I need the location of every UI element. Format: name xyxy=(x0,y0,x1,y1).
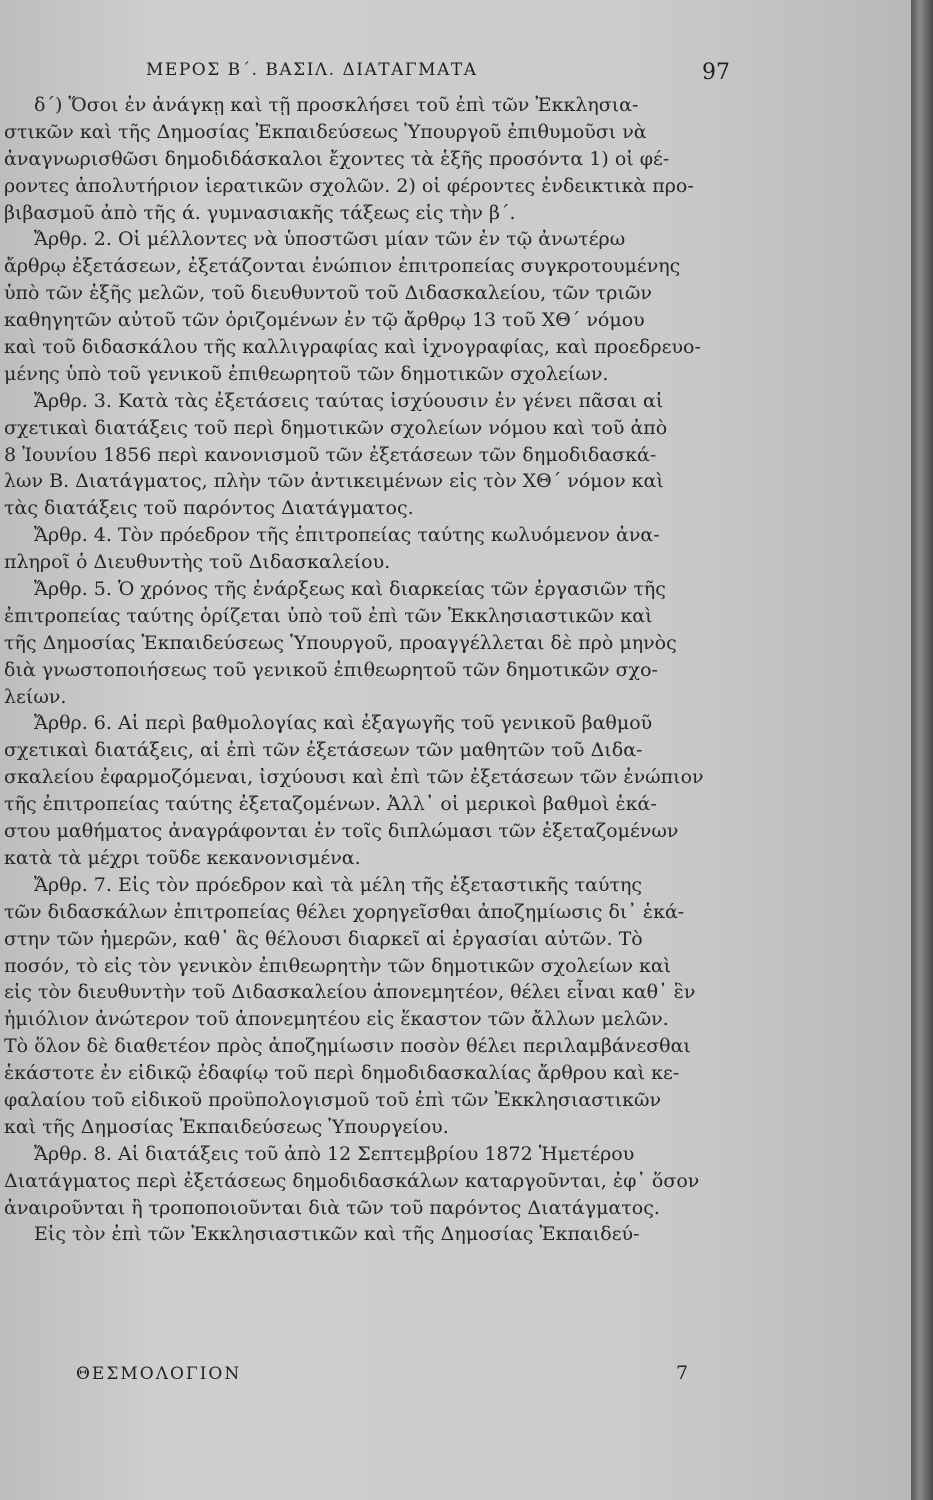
text-line: τῶν διδασκάλων ἐπιτροπείας θέλει χορηγεῖσθαι ἀποζημίωσις δι᾽ ἑκά- xyxy=(4,900,685,923)
text-line: τῆς ἐπιτροπείας ταύτης ἐξεταζομένων. Ἀλλ᾽ οἱ μερικοὶ βαθμοὶ ἑκά- xyxy=(4,793,657,816)
text-line: στικῶν καὶ τῆς Δημοσίας Ἐκπαιδεύσεως Ὑπουργοῦ ἐπιθυμοῦσι νὰ xyxy=(4,120,647,143)
text-line: καθηγητῶν αὐτοῦ τῶν ὁριζομένων ἐν τῷ ἄρθρῳ 13 τοῦ ΧΘ΄ νόμου xyxy=(4,309,645,332)
body-text xyxy=(4,92,740,1248)
text-line: λείων. xyxy=(4,685,67,708)
text-line: φαλαίου τοῦ εἰδικοῦ προϋπολογισμοῦ τοῦ ἐπὶ τῶν Ἐκκλησιαστικῶν xyxy=(4,1088,662,1111)
text-line: καὶ τῆς Δημοσίας Ἐκπαιδεύσεως Ὑπουργείου. xyxy=(4,1115,449,1138)
text-line: στην τῶν ἡμερῶν, καθ᾽ ἃς θέλουσι διαρκεῖ αἱ ἐργασίαι αὐτῶν. Τὸ xyxy=(4,927,643,950)
text-line: ἀναγνωρισθῶσι δημοδιδάσκαλοι ἔχοντες τὰ ἑξῆς προσόντα 1) οἱ φέ- xyxy=(4,147,670,170)
text-line: εἰς τὸν διευθυντὴν τοῦ Διδασκαλείου ἀπονεμητέον, θέλει εἶναι καθ᾽ ἓν xyxy=(4,981,696,1004)
text-line: Ἄρθρ. 5. Ὁ χρόνος τῆς ἐνάρξεως καὶ διαρκείας τῶν ἐργασιῶν τῆς xyxy=(34,578,666,601)
text-line: καὶ τοῦ διδασκάλου τῆς καλλιγραφίας καὶ ἰχνογραφίας, καὶ προεδρευο- xyxy=(4,336,701,359)
page-header xyxy=(0,60,912,90)
text-line: τὰς διατάξεις τοῦ παρόντος Διατάγματος. xyxy=(4,497,414,520)
text-line: δ΄) Ὅσοι ἐν ἀνάγκῃ καὶ τῇ προσκλήσει τοῦ ἐπὶ τῶν Ἐκκλησια- xyxy=(34,94,639,116)
text-line: ροντες ἀπολυτήριον ἱερατικῶν σχολῶν. 2) οἱ φέροντες ἐνδεικτικὰ προ- xyxy=(4,174,694,197)
page-edge xyxy=(911,0,933,1500)
text-line: 8 Ἰουνίου 1856 περὶ κανονισμοῦ τῶν ἐξετάσεων τῶν δημοδιδασκά- xyxy=(4,443,657,466)
text-line: βιβασμοῦ ἀπὸ τῆς ά. γυμνασιακῆς τάξεως εἰς τὴν β΄. xyxy=(4,201,516,224)
text-line: Ἄρθρ. 2. Οἱ μέλλοντες νὰ ὑποστῶσι μίαν τῶν ἐν τῷ ἀνωτέρω xyxy=(34,228,626,251)
text-line: στου μαθήματος ἀναγράφονται ἐν τοῖς διπλώμασι τῶν ἐξεταζομένων xyxy=(4,820,679,843)
text-line: ποσόν, τὸ εἰς τὸν γενικὸν ἐπιθεωρητὴν τῶν δημοτικῶν σχολείων καὶ xyxy=(4,954,672,977)
text-line: σχετικαὶ διατάξεις, αἱ ἐπὶ τῶν ἐξετάσεων τῶν μαθητῶν τοῦ Διδα- xyxy=(4,739,643,762)
text-line: Ἄρθρ. 7. Εἰς τὸν πρόεδρον καὶ τὰ μέλη τῆς ἐξεταστικῆς ταύτης xyxy=(34,873,643,896)
text-line: ἀναιροῦνται ἢ τροποποιοῦνται διὰ τῶν τοῦ παρόντος Διατάγματος. xyxy=(4,1196,660,1219)
text-line: Διατάγματος περὶ ἐξετάσεως δημοδιδασκάλων καταργοῦνται, ἐφ᾽ ὅσον xyxy=(4,1169,700,1192)
page-number: 97 xyxy=(702,60,730,85)
text-line: λων Β. Διατάγματος, πλὴν τῶν ἀντικειμένων εἰς τὸν ΧΘ΄ νόμον καὶ xyxy=(4,470,664,493)
text-line: ἐπιτροπείας ταύτης ὁρίζεται ὑπὸ τοῦ ἐπὶ τῶν Ἐκκλησιαστικῶν καὶ xyxy=(4,604,653,627)
text-line: Ἄρθρ. 3. Κατὰ τὰς ἐξετάσεις ταύτας ἰσχύουσιν ἐν γένει πᾶσαι αἱ xyxy=(34,389,664,412)
text-line: Τὸ ὅλον δὲ διαθετέον πρὸς ἀποζημίωσιν ποσὸν θέλει περιλαμβάνεσθαι xyxy=(4,1035,691,1058)
text-line: μένης ὑπὸ τοῦ γενικοῦ ἐπιθεωρητοῦ τῶν δημοτικῶν σχολείων. xyxy=(4,362,609,385)
running-title: ΜΕΡΟΣ Β΄. ΒΑΣΙΛ. ΔΙΑΤΑΓΜΑΤΑ xyxy=(146,60,478,80)
text-line: Εἰς τὸν ἐπὶ τῶν Ἐκκλησιαστικῶν καὶ τῆς Δημοσίας Ἐκπαιδεύ- xyxy=(34,1223,640,1246)
text-line: ἄρθρῳ ἐξετάσεων, ἐξετάζονται ἐνώπιον ἐπιτροπείας συγκροτουμένης xyxy=(4,255,681,278)
text-line: κατὰ τὰ μέχρι τοῦδε κεκανονισμένα. xyxy=(4,846,361,869)
text-line: πληροῖ ὁ Διευθυντὴς τοῦ Διδασκαλείου. xyxy=(4,551,391,574)
text-line: σχετικαὶ διατάξεις τοῦ περὶ δημοτικῶν σχολείων νόμου καὶ τοῦ ἀπὸ xyxy=(4,416,668,439)
text-line: ἡμιόλιον ἀνώτερον τοῦ ἀπονεμητέου εἰς ἕκαστον τῶν ἄλλων μελῶν. xyxy=(4,1008,669,1031)
text-line: σκαλείου ἐφαρμοζόμεναι, ἰσχύουσι καὶ ἐπὶ τῶν ἐξετάσεων τῶν ἐνώπιον xyxy=(4,766,704,789)
text-line: ἑκάστοτε ἐν εἰδικῷ ἐδαφίῳ τοῦ περὶ δημοδιδασκαλίας ἄρθρου καὶ κε- xyxy=(4,1062,680,1085)
text-line: τῆς Δημοσίας Ἐκπαιδεύσεως Ὑπουργοῦ, προαγγέλλεται δὲ πρὸ μηνὸς xyxy=(4,631,677,654)
text-line: διὰ γνωστοποιήσεως τοῦ γενικοῦ ἐπιθεωρητοῦ τῶν δημοτικῶν σχο- xyxy=(4,658,658,681)
sheet-number: 7 xyxy=(676,1362,689,1384)
text-line: ὑπὸ τῶν ἑξῆς μελῶν, τοῦ διευθυντοῦ τοῦ Διδασκαλείου, τῶν τριῶν xyxy=(4,282,652,305)
text-line: Ἄρθρ. 8. Αἱ διατάξεις τοῦ ἀπὸ 12 Σεπτεμβρίου 1872 Ἡμετέρου xyxy=(34,1142,635,1165)
text-line: Ἄρθρ. 6. Αἱ περὶ βαθμολογίας καὶ ἐξαγωγῆς τοῦ γενικοῦ βαθμοῦ xyxy=(34,712,653,735)
signature-mark: ΘΕΣΜΟΛΟΓΙΟΝ xyxy=(76,1364,242,1384)
text-line: Ἄρθρ. 4. Τὸν πρόεδρον τῆς ἐπιτροπείας ταύτης κωλυόμενον ἀνα- xyxy=(34,524,660,547)
